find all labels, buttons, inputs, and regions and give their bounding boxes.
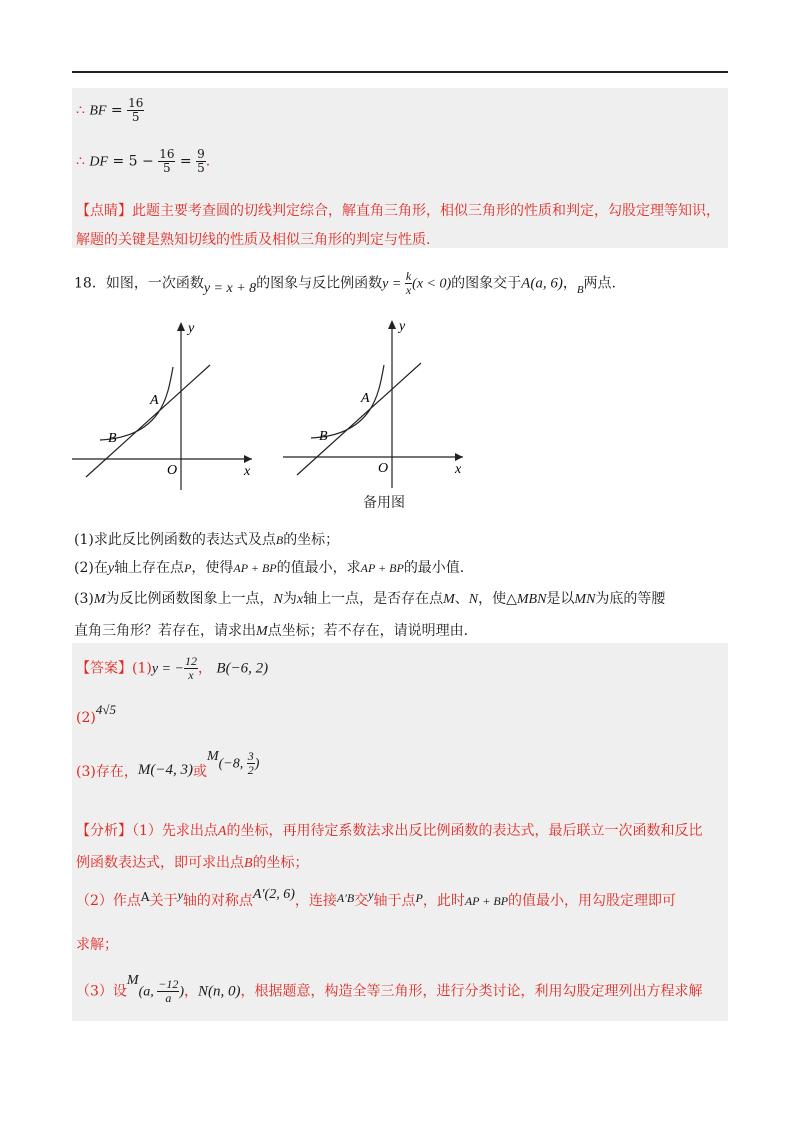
x-axis-label: x <box>455 462 462 477</box>
analysis-line-4: 求解； <box>76 937 118 953</box>
part-1: (1)求此反比例函数的表达式及点B的坐标； <box>74 532 340 548</box>
y-axis-label: y <box>399 319 406 334</box>
linear-function-line <box>86 365 210 477</box>
function-graph-main <box>70 318 260 493</box>
point-a-label: A <box>361 391 370 406</box>
question-stem: 18．如图，一次函数y = x + 8的图象与反比例函数y = $\frac{k}{x}$ (x < 0)的图象交于A(a, 6)，$_B$两点. <box>74 269 616 297</box>
bf-equation: ∴ BF = $\frac{16}{5}$ <box>76 96 144 124</box>
df-equation: ∴ DF = 5 − $\frac{16}{5}$ = $\frac{9}{5}$ . <box>76 147 211 175</box>
analysis-line-5: （3）设M(a, $\frac{-12}{a}$ )，N(n, 0)，根据题意，构造全等三角形，进行分类讨论，利用勾股定理列出方程求解 <box>76 972 703 1005</box>
backup-figure-caption: 备用图 <box>363 495 405 511</box>
part-3-line-1: (3)M为反比例函数图象上一点，N为x轴上一点，是否存在点M、N，使△MBN是以MN为底的等腰 <box>74 591 666 607</box>
y-axis-label: y <box>188 321 195 336</box>
header-rule <box>72 71 728 73</box>
y-axis-arrow <box>177 322 185 331</box>
analysis-line-3: （2）作点A关于y轴的对称点A′(2, 6)，连接A′B交y轴于点P，此时AP + BP的值最小，用勾股定理即可 <box>76 887 677 909</box>
point-b-label: B <box>108 431 117 446</box>
answer-3: (3)存在，M(−4, 3)或M(−8, $\frac{3}{2}$ ) <box>76 748 260 780</box>
analysis-line-1: 【分析】（1）先求出点A的坐标，再用待定系数法求出反比例函数的表达式，最后联立一次函数和反比 <box>76 823 703 839</box>
x-axis-arrow <box>244 455 252 463</box>
x-axis-label: x <box>244 464 251 479</box>
point-b-label: B <box>319 429 328 444</box>
origin-label: O <box>378 461 389 476</box>
linear-function-line <box>297 363 421 475</box>
y-axis-arrow <box>388 320 396 329</box>
point-a-label: A <box>150 393 159 408</box>
analysis-line-2: 例函数表达式，即可求出点B的坐标； <box>76 855 309 871</box>
comment-line-1: 【点睛】此题主要考查圆的切线判定综合，解直角三角形，相似三角形的性质和判定，勾股定理等知识， <box>76 203 720 219</box>
hyperbola-curve <box>311 365 384 438</box>
origin-label: O <box>167 463 178 478</box>
hyperbola-curve <box>100 367 173 440</box>
comment-line-2: 解题的关键是熟知切线的性质及相似三角形的判定与性质. <box>76 232 431 248</box>
x-axis-arrow <box>455 453 463 461</box>
part-2: (2)在y轴上存在点P，使得AP + BP的值最小，求AP + BP的最小值. <box>74 560 465 576</box>
part-3-line-2: 直角三角形？若存在，请求出M点坐标；若不存在，请说明理由. <box>74 623 469 639</box>
answer-2: (2)4√5 <box>76 702 116 726</box>
answer-1: 【答案】(1)y = − $\frac{12}{x}$ ， B(−6, 2) <box>76 654 269 682</box>
function-graph-backup <box>281 316 471 491</box>
bf-fraction: $\frac{16}{5}$ <box>128 96 144 124</box>
